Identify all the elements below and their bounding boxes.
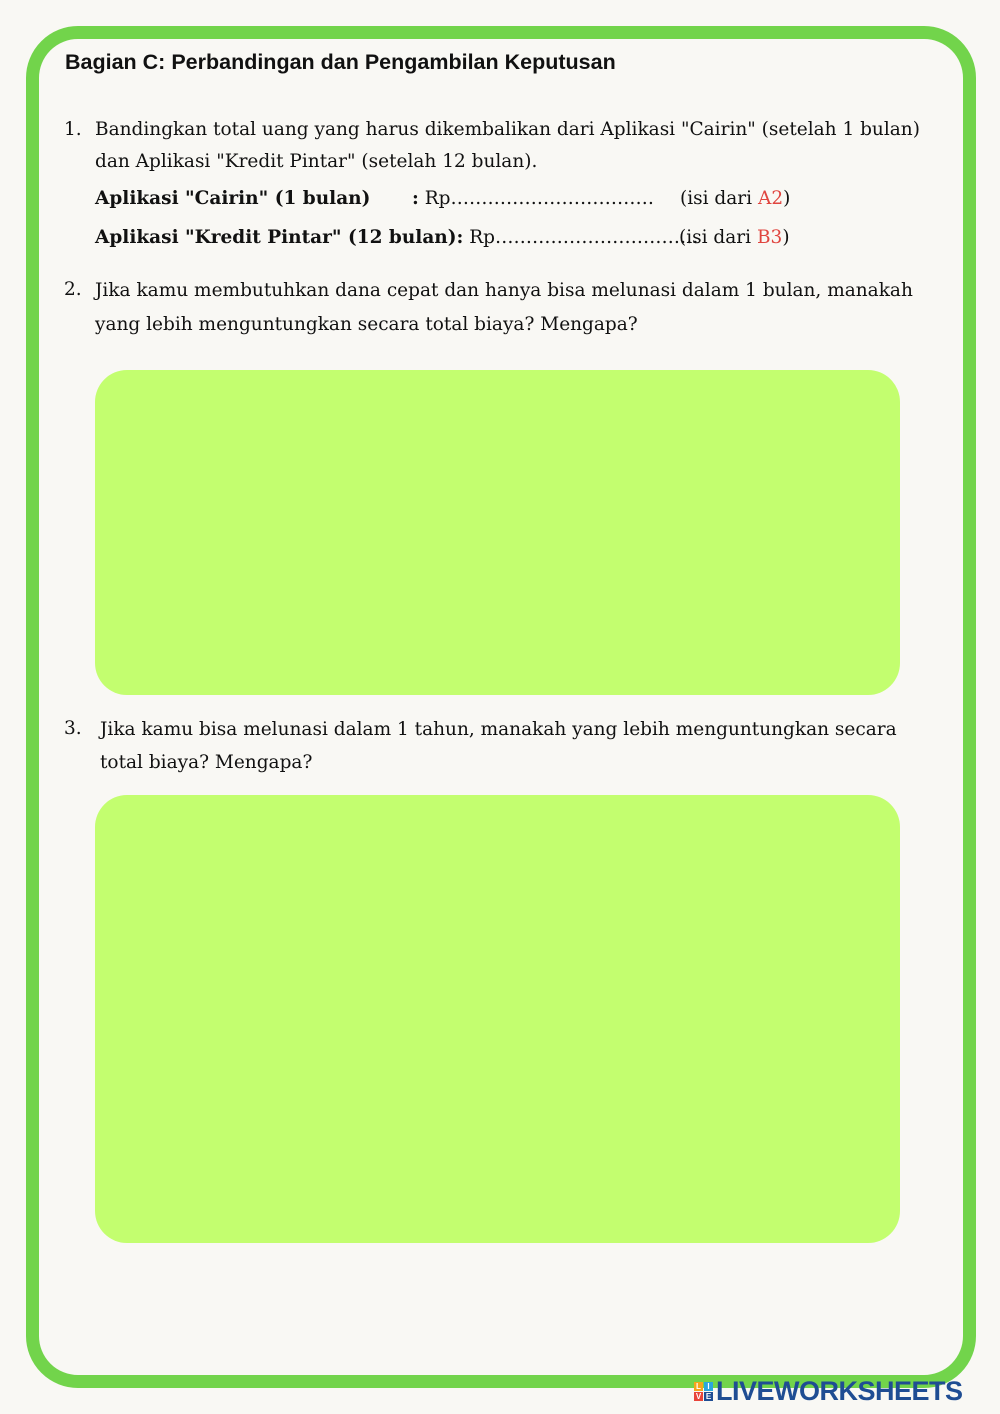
question-1-text: Bandingkan total uang yang harus dikembalikan dari Aplikasi "Cairin" (setelah 1 bulan) dan Aplikasi "Kredit Pintar" (setelah 12 bulan). [95,119,920,172]
logo-mark-i: I [704,1382,713,1391]
hint-suffix: ) [782,227,790,248]
hint-ref-b3: B3 [756,227,783,248]
question-2-text: Jika kamu membutuhkan dana cepat dan hanya bisa melunasi dalam 1 bulan, manakah yang lebih menguntungkan secara total biaya? Mengapa? [95,280,913,335]
hint-prefix: (isi dari [679,227,757,248]
logo-mark-e: E [705,1391,712,1401]
question-3-text: Jika kamu bisa melunasi dalam 1 tahun, manakah yang lebih menguntungkan secara total biaya? Mengapa? [100,719,897,773]
liveworksheets-logo[interactable] [694,1376,963,1406]
logo-mark-v: V [695,1391,702,1401]
kredit-pintar-hint [679,225,790,251]
cairin-colon: : [412,188,419,209]
cairin-value-field[interactable] [412,186,654,212]
logo-text: LIVEWORKSHEETS [716,1375,963,1406]
question-2-number: 2. [64,279,82,300]
section-title: Bagian C: Perbandingan dan Pengambilan Keputusan [65,50,616,74]
answer-box-question-3[interactable] [95,795,900,1243]
hint-ref-a2: A2 [757,188,784,209]
answer-box-question-2[interactable] [95,370,900,695]
cairin-row [95,186,370,212]
kredit-pintar-value[interactable]: Rp…………………………… [469,227,699,248]
cairin-value[interactable]: Rp…………………………… [424,188,655,209]
logo-mark-icon [694,1382,713,1401]
cairin-hint [680,186,790,212]
hint-prefix: (isi dari [680,188,758,209]
logo-mark-l: L [694,1382,703,1391]
question-1-number: 1. [64,119,82,140]
hint-suffix: ) [783,188,791,209]
kredit-pintar-label: Aplikasi "Kredit Pintar" (12 bulan): [95,227,464,248]
kredit-pintar-row [95,225,699,251]
question-3-number: 3. [64,718,82,739]
cairin-label: Aplikasi "Cairin" (1 bulan) [95,188,371,209]
